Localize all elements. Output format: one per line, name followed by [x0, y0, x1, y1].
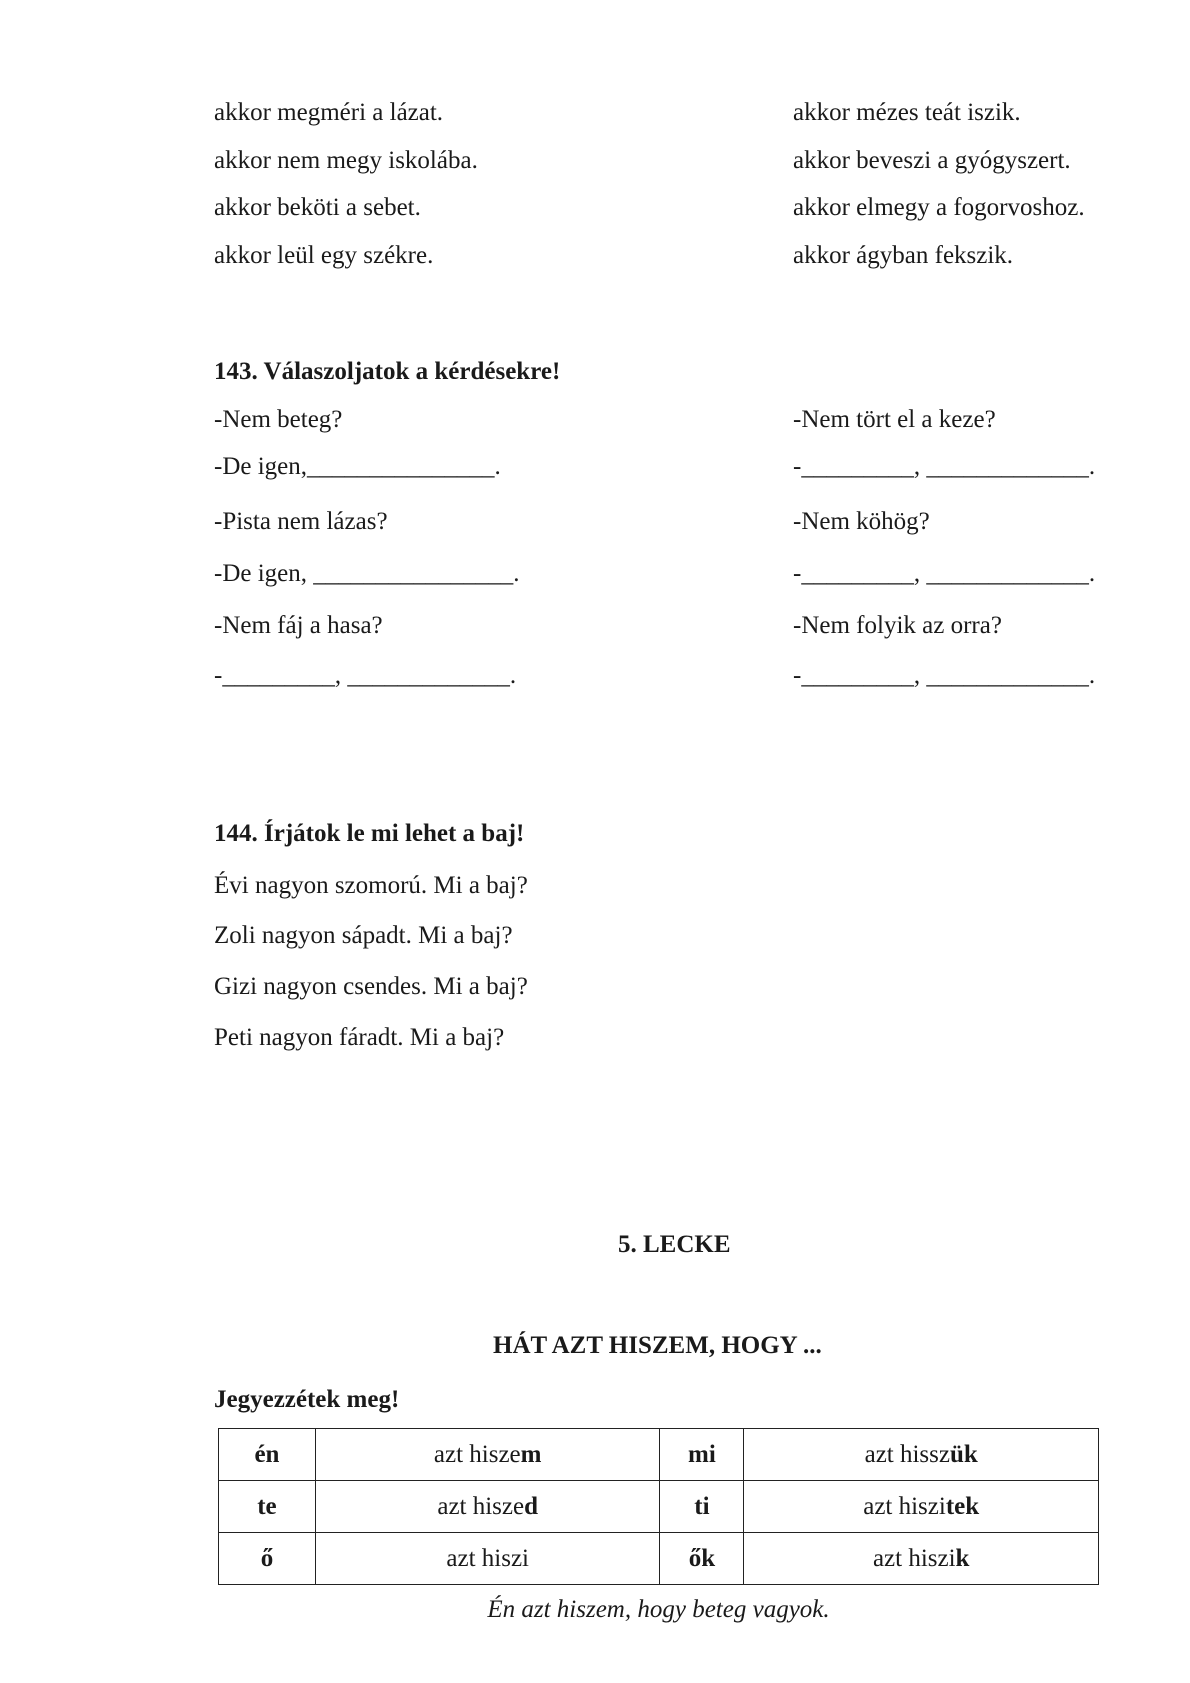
verb-cell: [744, 1429, 1099, 1481]
lesson-heading: 5. LECKE: [618, 1231, 731, 1258]
verb-ending: k: [955, 1544, 970, 1572]
ex144-line-1: Évi nagyon szomorú. Mi a baj?: [214, 872, 528, 899]
ex144-line-2: Zoli nagyon sápadt. Mi a baj?: [214, 922, 513, 949]
verb-stem: azt hiszi: [446, 1544, 529, 1572]
sentence-left-1: akkor megméri a lázat.: [214, 99, 444, 126]
verb-ending: d: [524, 1492, 539, 1520]
ex143-right-line-4: -_________, _____________.: [793, 560, 1096, 587]
ex143-right-line-6: -_________, _____________.: [793, 662, 1096, 689]
memorize-note: Jegyezzétek meg!: [214, 1386, 400, 1413]
ex143-right-line-5: -Nem folyik az orra?: [793, 612, 1002, 639]
ex143-left-line-1: -Nem beteg?: [214, 406, 343, 433]
verb-cell: [744, 1533, 1099, 1585]
ex144-line-4: Peti nagyon fáradt. Mi a baj?: [214, 1024, 505, 1051]
pronoun-cell: ők: [660, 1533, 744, 1585]
pronoun-cell: te: [219, 1481, 316, 1533]
lesson-title: HÁT AZT HISZEM, HOGY ...: [493, 1332, 822, 1359]
ex143-right-line-2: -_________, _____________.: [793, 453, 1096, 480]
verb-ending: ük: [949, 1440, 978, 1468]
verb-cell: [315, 1429, 660, 1481]
verb-cell: [315, 1533, 660, 1585]
table-row: [219, 1429, 1099, 1481]
pronoun-cell: ti: [660, 1481, 744, 1533]
ex143-left-line-2: -De igen,_______________.: [214, 453, 501, 480]
table-row: [219, 1533, 1099, 1585]
pronoun-cell: én: [219, 1429, 316, 1481]
ex143-left-line-5: -Nem fáj a hasa?: [214, 612, 383, 639]
verb-stem: azt hiszi: [863, 1492, 946, 1520]
verb-stem: azt hisze: [433, 1440, 521, 1468]
ex144-line-3: Gizi nagyon csendes. Mi a baj?: [214, 973, 528, 1000]
sentence-right-1: akkor mézes teát iszik.: [793, 99, 1021, 126]
ex143-left-line-3: -Pista nem lázas?: [214, 508, 388, 535]
ex143-right-line-3: -Nem köhög?: [793, 508, 930, 535]
table-row: [219, 1481, 1099, 1533]
verb-stem: azt hissz: [864, 1440, 950, 1468]
ex143-left-line-4: -De igen, ________________.: [214, 560, 520, 587]
ex143-right-line-1: -Nem tört el a keze?: [793, 406, 996, 433]
sentence-left-2: akkor nem megy iskolába.: [214, 147, 478, 174]
verb-ending: m: [520, 1440, 542, 1468]
pronoun-cell: mi: [660, 1429, 744, 1481]
verb-ending: tek: [945, 1492, 980, 1520]
sentence-right-4: akkor ágyban fekszik.: [793, 242, 1014, 269]
verb-cell: [315, 1481, 660, 1533]
ex143-left-line-6: -_________, _____________.: [214, 662, 517, 689]
exercise-144-title: 144. Írjátok le mi lehet a baj!: [214, 820, 525, 847]
pronoun-cell: ő: [219, 1533, 316, 1585]
sentence-right-3: akkor elmegy a fogorvoshoz.: [793, 194, 1085, 221]
exercise-143-title: 143. Válaszoljatok a kérdésekre!: [214, 358, 561, 385]
conjugation-table: [218, 1428, 1099, 1585]
sentence-left-3: akkor beköti a sebet.: [214, 194, 421, 221]
verb-stem: azt hiszi: [872, 1544, 956, 1572]
sentence-right-2: akkor beveszi a gyógyszert.: [793, 147, 1071, 174]
verb-cell: [744, 1481, 1099, 1533]
example-caption: Én azt hiszem, hogy beteg vagyok.: [487, 1596, 830, 1623]
verb-stem: azt hisze: [437, 1492, 525, 1520]
sentence-left-4: akkor leül egy székre.: [214, 242, 434, 269]
